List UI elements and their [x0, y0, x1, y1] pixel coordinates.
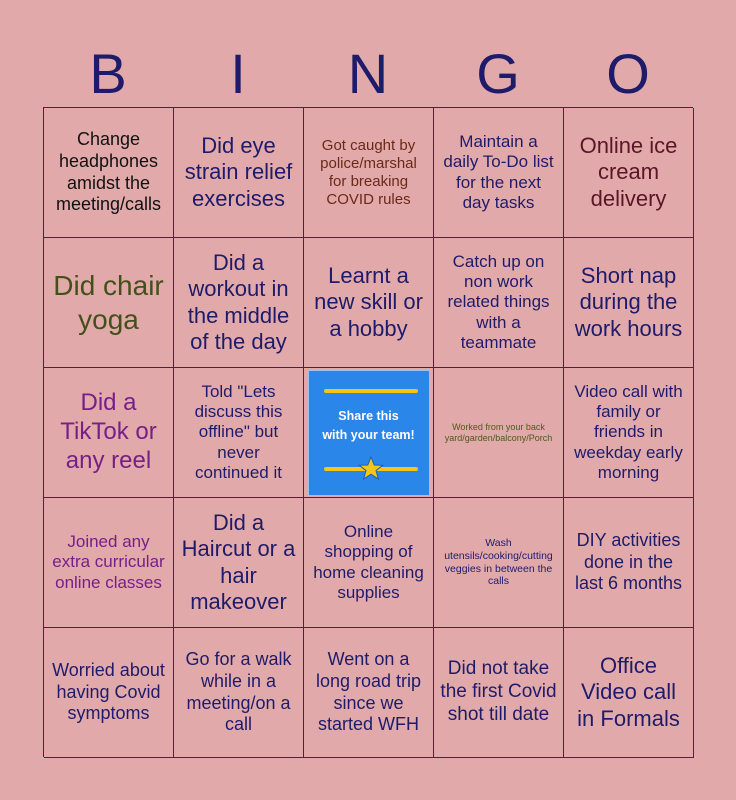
- header-letter-n: N: [347, 42, 389, 105]
- free-space-cell[interactable]: [304, 368, 434, 498]
- share-text: Share this with your team!: [322, 408, 415, 442]
- bingo-cell[interactable]: Short nap during the work hours: [564, 238, 694, 368]
- bingo-cell[interactable]: Wash utensils/cooking/cutting veggies in between the calls: [434, 498, 564, 628]
- bingo-cell[interactable]: Did a TikTok or any reel: [44, 368, 174, 498]
- accent-bar: [324, 389, 418, 393]
- bingo-cell[interactable]: Maintain a daily To-Do list for the next day tasks: [434, 108, 564, 238]
- bingo-cell[interactable]: Went on a long road trip since we started WFH: [304, 628, 434, 758]
- bingo-cell[interactable]: Change headphones amidst the meeting/calls: [44, 108, 174, 238]
- bingo-cell[interactable]: Video call with family or friends in weekday early morning: [564, 368, 694, 498]
- bingo-cell[interactable]: Worked from your back yard/garden/balcony/Porch: [434, 368, 564, 498]
- bingo-header: [43, 40, 693, 108]
- bingo-cell[interactable]: Worried about having Covid symptoms: [44, 628, 174, 758]
- bingo-cell[interactable]: Go for a walk while in a meeting/on a call: [174, 628, 304, 758]
- bingo-cell[interactable]: Office Video call in Formals: [564, 628, 694, 758]
- bingo-cell[interactable]: Catch up on non work related things with a teammate: [434, 238, 564, 368]
- header-letter-i: I: [230, 42, 246, 105]
- header-letter-o: O: [606, 42, 650, 105]
- bingo-card: [43, 107, 693, 757]
- header-letter-b: B: [89, 42, 127, 105]
- bingo-cell[interactable]: Did a workout in the middle of the day: [174, 238, 304, 368]
- bingo-cell[interactable]: Told "Lets discuss this offline" but never continued it: [174, 368, 304, 498]
- bingo-cell[interactable]: Learnt a new skill or a hobby: [304, 238, 434, 368]
- bingo-cell[interactable]: Did a Haircut or a hair makeover: [174, 498, 304, 628]
- star-icon: [358, 456, 384, 481]
- bingo-cell[interactable]: Online ice cream delivery: [564, 108, 694, 238]
- bingo-cell[interactable]: DIY activities done in the last 6 months: [564, 498, 694, 628]
- bingo-cell[interactable]: Joined any extra curricular online classes: [44, 498, 174, 628]
- bingo-cell[interactable]: Did not take the first Covid shot till date: [434, 628, 564, 758]
- bingo-cell[interactable]: Got caught by police/marshal for breaking COVID rules: [304, 108, 434, 238]
- bingo-cell[interactable]: Did eye strain relief exercises: [174, 108, 304, 238]
- bingo-cell[interactable]: Did chair yoga: [44, 238, 174, 368]
- share-card: [308, 370, 430, 496]
- header-letter-g: G: [476, 42, 520, 105]
- bingo-cell[interactable]: Online shopping of home cleaning supplies: [304, 498, 434, 628]
